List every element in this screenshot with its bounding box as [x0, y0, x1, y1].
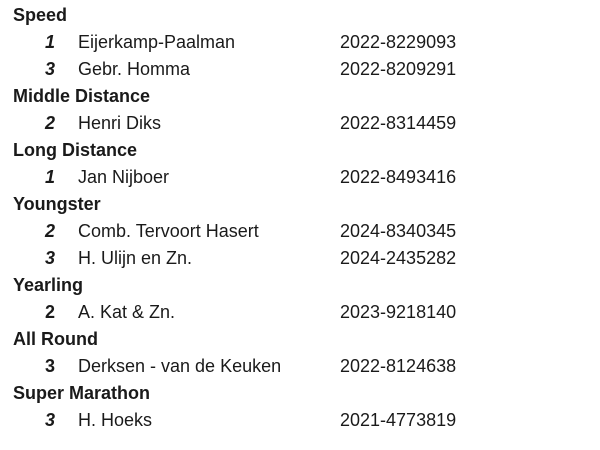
ring-number: 2022-8209291 [340, 59, 457, 79]
fancier-name: H. Ulijn en Zn. [78, 248, 193, 268]
rank-number: 1 [44, 32, 55, 52]
rank-number: 3 [44, 356, 55, 376]
section-title: Youngster [13, 194, 101, 214]
ring-number: 2024-2435282 [340, 248, 457, 268]
list-item [0, 299, 600, 326]
rank-number: 2 [44, 113, 55, 133]
rank-number: 2 [44, 302, 55, 322]
rank-number: 3 [44, 59, 55, 79]
fancier-name: Eijerkamp-Paalman [78, 32, 236, 52]
section-title: All Round [13, 329, 98, 349]
rank-number: 3 [44, 248, 55, 268]
ring-number: 2023-9218140 [340, 302, 457, 322]
list-item [0, 110, 600, 137]
ring-number: 2021-4773819 [340, 410, 457, 430]
fancier-name: A. Kat & Zn. [78, 302, 176, 322]
section-title: Long Distance [13, 140, 138, 160]
section-title: Speed [13, 5, 68, 25]
list-item [0, 353, 600, 380]
list-item [0, 164, 600, 191]
ring-number: 2022-8314459 [340, 113, 457, 133]
fancier-name: H. Hoeks [78, 410, 153, 430]
list-item [0, 407, 600, 434]
ring-number: 2022-8124638 [340, 356, 457, 376]
section-title: Middle Distance [13, 86, 151, 106]
rank-number: 3 [44, 410, 55, 430]
fancier-name: Henri Diks [78, 113, 162, 133]
ring-number: 2022-8493416 [340, 167, 457, 187]
list-item [0, 218, 600, 245]
list-item [0, 56, 600, 83]
list-item [0, 29, 600, 56]
fancier-name: Gebr. Homma [78, 59, 191, 79]
rank-number: 1 [44, 167, 55, 187]
rank-number: 2 [44, 221, 55, 241]
fancier-name: Comb. Tervoort Hasert [78, 221, 259, 241]
ring-number: 2022-8229093 [340, 32, 457, 52]
fancier-name: Jan Nijboer [78, 167, 170, 187]
fancier-name: Derksen - van de Keuken [78, 356, 282, 376]
list-item [0, 245, 600, 272]
section-title: Yearling [13, 275, 84, 295]
ring-number: 2024-8340345 [340, 221, 457, 241]
section-title: Super Marathon [13, 383, 151, 403]
